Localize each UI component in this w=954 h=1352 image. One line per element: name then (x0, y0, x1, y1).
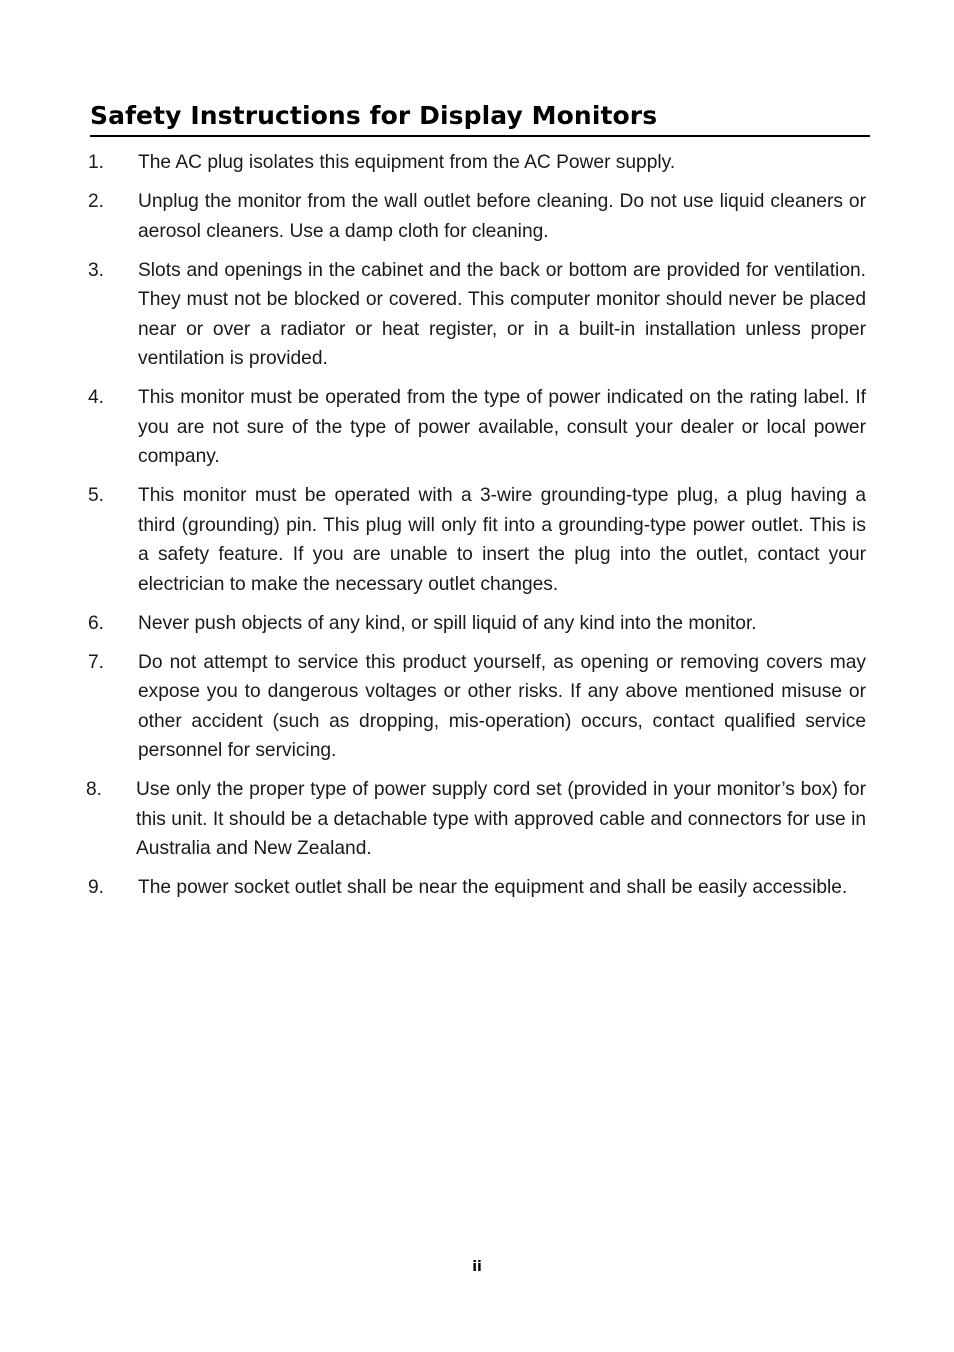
item-text: Slots and openings in the cabinet and the back or bottom are provided for ventilation. They must not be blocked or covered. This computer monitor should never be placed near or over a radiator or heat register, or in a built-in installation unless proper ventilation is provided. (138, 259, 866, 369)
item-number: 5. (88, 485, 105, 506)
item-text: This monitor must be operated from the type of power indicated on the rating label. If you are not sure of the type of power available, consult your dealer or local power company. (138, 387, 866, 467)
list-item (88, 873, 866, 903)
item-number: 6. (88, 612, 105, 634)
item-text: Never push objects of any kind, or spill liquid of any kind into the monitor. (138, 612, 757, 634)
item-number: 7. (88, 651, 105, 673)
item-text: This monitor must be operated with a 3-wire grounding-type plug, a plug having a third (grounding) pin. This plug will only fit into a grounding-type power outlet. This is a safety feature. If you are unable to insert the plug into the outlet, contact your electrician to make the necessary outlet changes. (138, 485, 866, 595)
item-number: 8. (86, 779, 103, 800)
item-text: The AC plug isolates this equipment from the AC Power supply. (138, 152, 676, 173)
item-number: 3. (88, 259, 105, 281)
item-text: The power socket outlet shall be near the equipment and shall be easily accessible. (138, 877, 848, 898)
item-number: 4. (88, 387, 105, 408)
list-item (88, 256, 866, 374)
item-number: 2. (88, 191, 105, 212)
page-number: ii (472, 1259, 482, 1275)
list-item (88, 148, 866, 178)
item-text: Use only the proper type of power supply cord set (provided in your monitor’s box) for this unit. It should be a detachable type with approved cable and connectors for use in Australia and New Zealand. (136, 779, 866, 859)
title-underline (90, 135, 870, 137)
safety-instructions-list (88, 148, 866, 912)
list-item (88, 648, 866, 766)
list-item (88, 609, 866, 639)
item-text: Unplug the monitor from the wall outlet before cleaning. Do not use liquid cleaners or aerosol cleaners. Use a damp cloth for cleaning. (138, 191, 866, 242)
list-item (88, 187, 866, 246)
item-number: 9. (88, 877, 105, 898)
item-text: Do not attempt to service this product yourself, as opening or removing covers may expose you to dangerous voltages or other risks. If any above mentioned misuse or other accident (such as dropping, mis-operation) occurs, contact qualified service personnel for servicing. (138, 651, 866, 761)
list-item (88, 383, 866, 472)
page-title: Safety Instructions for Display Monitors (90, 101, 658, 130)
list-item (88, 481, 866, 599)
list-item (88, 775, 866, 864)
item-number: 1. (88, 152, 105, 173)
